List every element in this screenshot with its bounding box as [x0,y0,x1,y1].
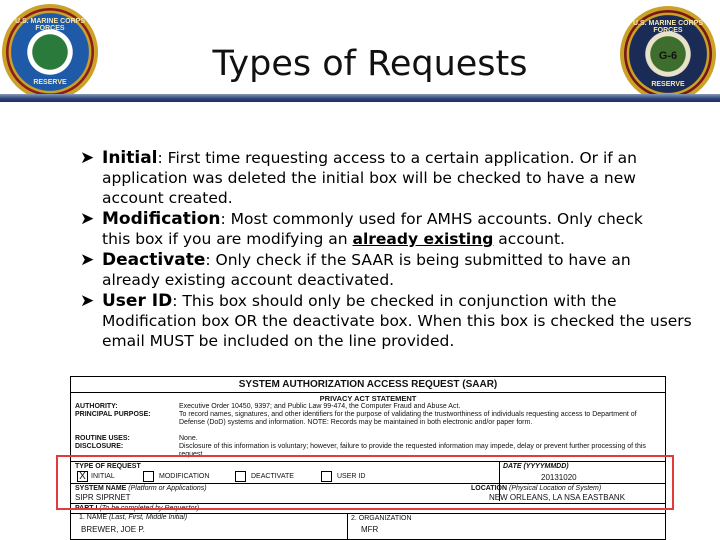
user-id-option-label: USER ID [337,473,366,480]
bullet-term: Deactivate [102,250,206,270]
bullet-term: User ID [102,291,173,311]
routine-uses-text: None. [179,435,198,442]
bullet-initial [80,148,700,208]
routine-uses-label: ROUTINE USES: [75,435,130,442]
seal-right-center-text: G-6 [658,50,678,62]
name-label: 1. NAME (Last, First, Middle Initial) [79,514,188,521]
usmc-g6-seal-right [620,6,716,102]
organization-label: 2. ORGANIZATION [351,515,412,522]
location-label: LOCATION (Physical Location of System) [471,485,602,492]
system-name-value: SIPR SIPRNET [75,493,131,502]
principal-purpose-label: PRINCIPAL PURPOSE: [75,411,151,418]
bullet-deactivate [80,250,700,290]
form-column-rule [347,513,348,540]
initial-option-label: INITIAL [91,473,115,480]
type-of-request-label: TYPE OF REQUEST [75,463,141,470]
red-highlight-box [56,455,674,510]
arrow-bullet-icon: ➤ [80,291,95,311]
form-rule [71,513,665,514]
principal-purpose-text: To record names, signatures, and other identifiers for the purpose of validating the trustworthiness of individuals requesting access to Department of Defense (DoD) systems and information. NOTE: Records may be maintained in both electronic and/or paper form. [179,411,637,426]
bullet-term: Modification [102,209,221,229]
bullet-modification [80,209,700,249]
bullet-rest-before: this box if you are modifying an [102,230,353,248]
privacy-act-title: PRIVACY ACT STATEMENT [319,394,417,403]
part-one-label: PART I (To be completed by Requestor) [75,505,200,512]
bullet-rest: Modification box OR the deactivate box. When this box is checked the users email MUST be included on the line provided. [102,312,692,350]
modification-option-label: MODIFICATION [159,473,210,480]
organization-value: MFR [361,525,379,534]
seal-left-bottom-text: RESERVE [33,79,67,86]
bullet-emphasis: already existing [352,230,494,248]
arrow-bullet-icon: ➤ [80,209,95,229]
authority-label: AUTHORITY: [75,403,118,410]
bullet-list [80,148,700,352]
bullet-rest: already existing account deactivated. [102,271,395,289]
bullet-user-id [80,291,700,351]
deactivate-option-label: DEACTIVATE [251,473,294,480]
bullet-first-line: : First time requesting access to a certain application. Or if an [157,149,637,167]
bullet-first-line: : This box should only be checked in conjunction with the [172,292,617,310]
seal-right-top-text: U.S. MARINE CORPS FORCES [632,20,703,34]
name-value: BREWER, JOE P. [81,525,145,534]
header-divider-bar [0,94,720,102]
slide-title: Types of Requests [212,44,528,84]
seal-left-top-text: U.S. MARINE CORPS FORCES [14,18,85,32]
location-value: NEW ORLEANS, LA NSA EASTBANK [489,493,626,502]
bullet-rest-after: account. [493,230,565,248]
bullet-first-line: : Only check if the SAAR is being submitted to have an [205,251,631,269]
form-title: SYSTEM AUTHORIZATION ACCESS REQUEST (SAAR) [238,379,498,390]
disclosure-text: Disclosure of this information is voluntary; however, failure to provide the requested information may impede, delay or prevent further processing of this request. [179,443,646,458]
date-value: 20131020 [541,473,577,482]
date-label: DATE (YYYYMMDD) [503,463,569,470]
system-name-label: SYSTEM NAME (Platform or Applications) [75,485,207,492]
arrow-bullet-icon: ➤ [80,250,95,270]
arrow-bullet-icon: ➤ [80,148,95,168]
bullet-rest: application was deleted the initial box will be checked to have a new account created. [102,169,636,207]
usmc-forces-reserve-seal-left [2,4,98,100]
form-rule [71,392,665,393]
initial-checkbox[interactable]: X [77,471,88,482]
disclosure-label: DISCLOSURE: [75,443,124,450]
bullet-first-line: : Most commonly used for AMHS accounts. Only check [220,210,643,228]
seal-right-bottom-text: RESERVE [651,81,685,88]
authority-text: Executive Order 10450, 9397; and Public Law 99-474, the Computer Fraud and Abuse Act. [179,403,461,410]
bullet-term: Initial [102,148,158,168]
